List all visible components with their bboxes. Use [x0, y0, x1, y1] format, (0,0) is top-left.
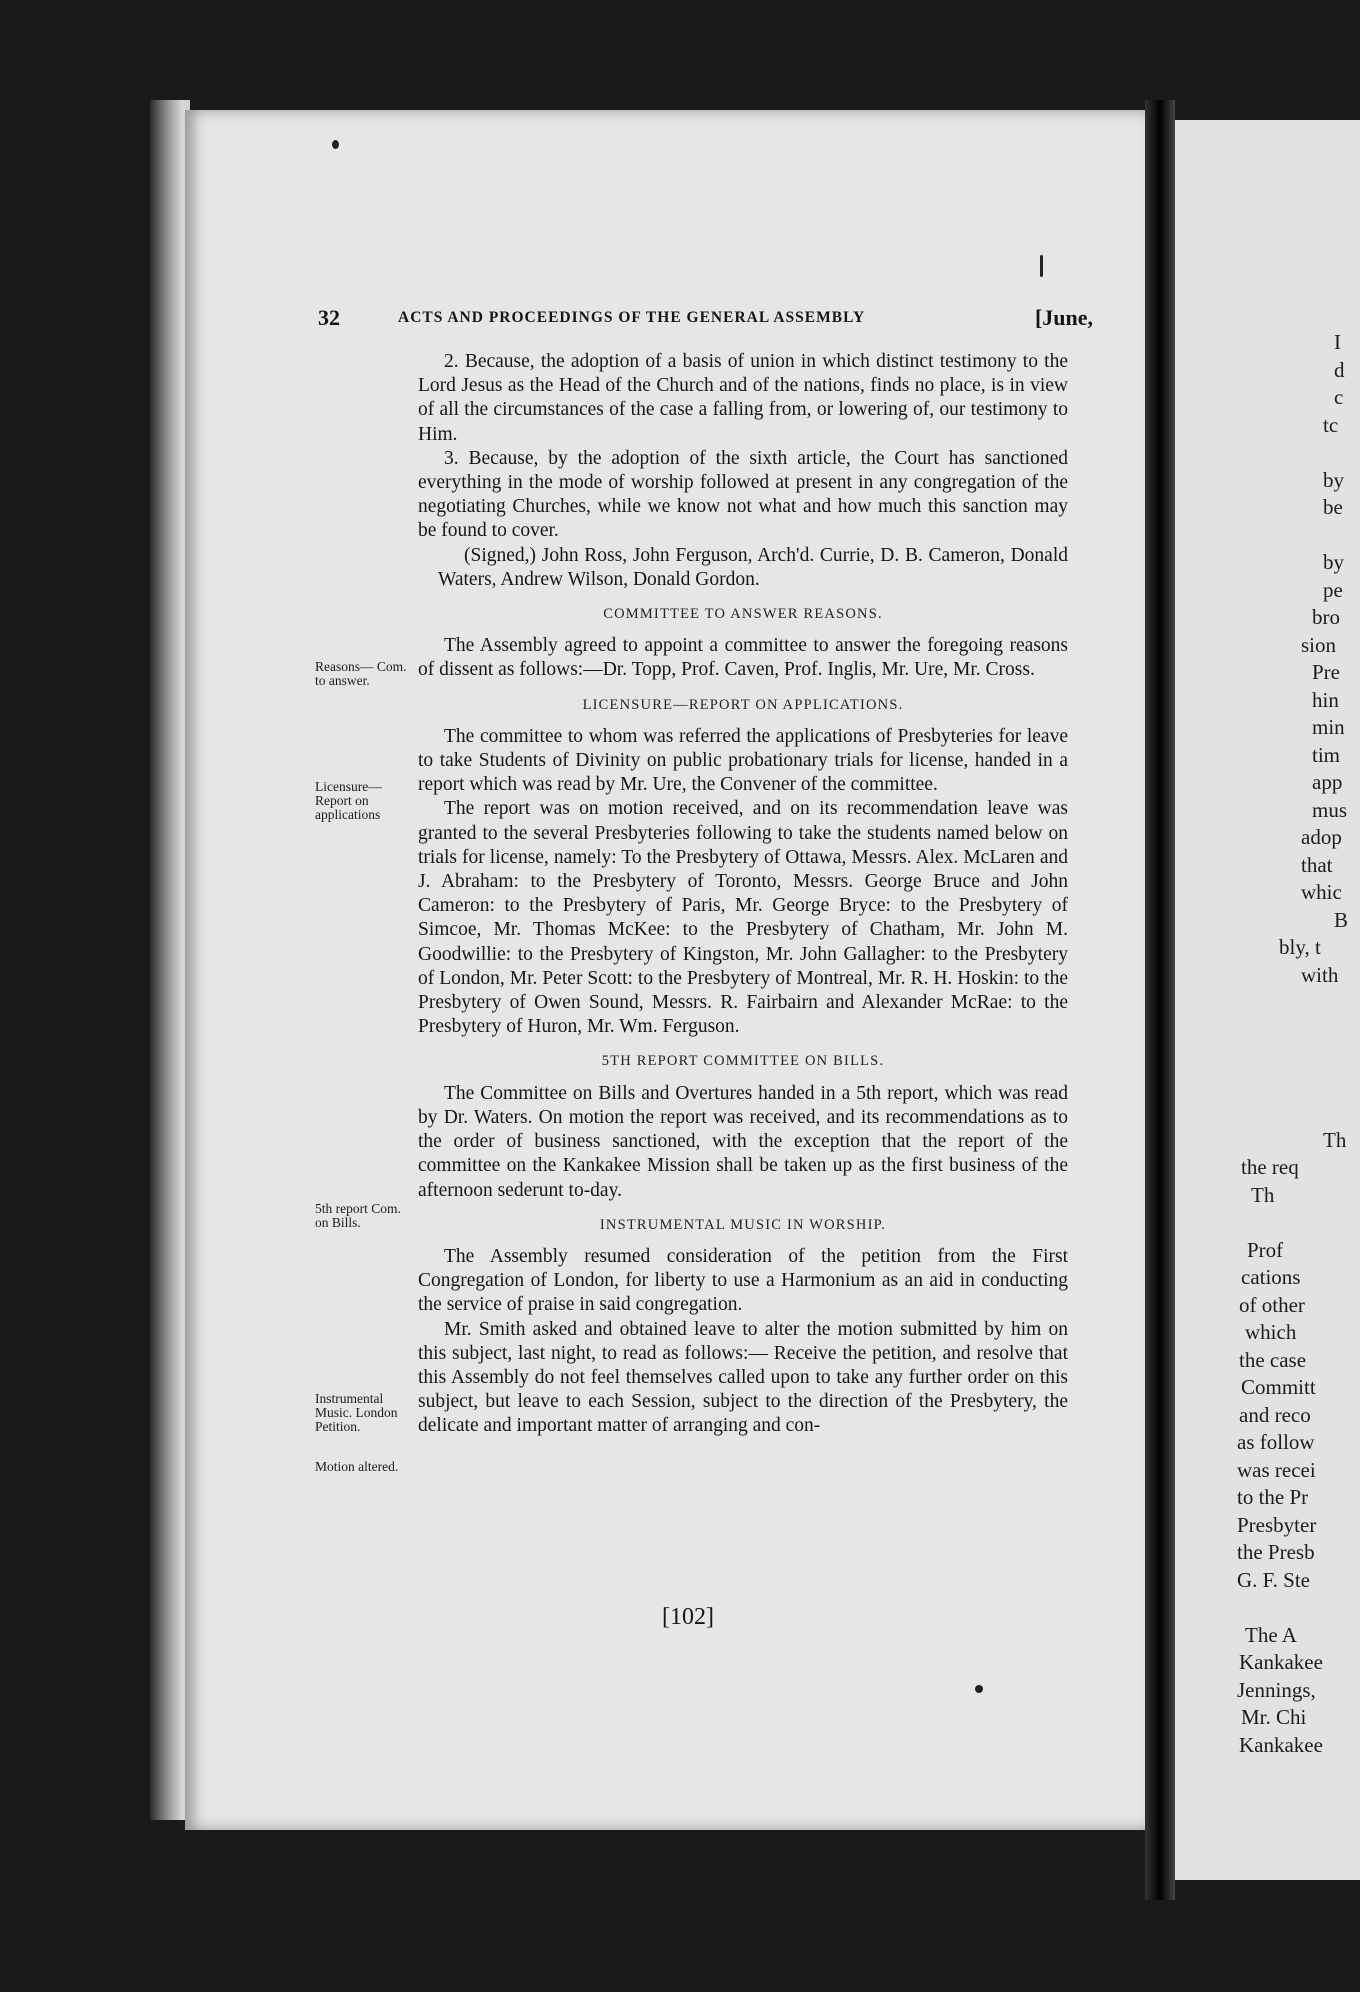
- facing-page-line: sion: [1301, 632, 1337, 657]
- facing-page-line: by: [1323, 467, 1344, 492]
- book-spine: [150, 100, 190, 1820]
- sidenote-reasons: Reasons— Com. to answer.: [315, 659, 407, 688]
- facing-page-line: Th: [1323, 1127, 1347, 1152]
- facing-page-line: cations: [1241, 1265, 1301, 1289]
- facing-page-line: tc: [1323, 412, 1339, 437]
- facing-page-line: the case: [1239, 1347, 1307, 1372]
- facing-page-line: as follow: [1237, 1430, 1315, 1454]
- facing-page-line: Mr. Chi: [1241, 1705, 1307, 1729]
- sidenote-licensure: Licensure— Report on applications: [315, 779, 382, 822]
- heading-licensure: LICENSURE—REPORT ON APPLICATIONS.: [582, 696, 904, 713]
- facing-page-line: whic: [1301, 880, 1342, 904]
- facing-page-line: and reco: [1239, 1402, 1311, 1427]
- paragraph-committee: The Assembly agreed to appoint a committee to answer the foregoing reasons of dissent as follows:—Dr. Topp, Prof. Caven, Prof. Inglis, Mr. Ure, Mr. Cross.: [418, 635, 1068, 681]
- paragraph-licensure-1: The committee to whom was referred the applications of Presbyteries for leave to take Students of Divinity on public probationary trials for license, handed in a report which was read by Mr. Ure, the Convener of the committee.: [418, 725, 1068, 796]
- paragraph-licensure-2: The report was on motion received, and on its recommendation leave was granted to the several Presbyteries following to take the students named below on trials for license, namely: To the Presbytery of Ottawa, Messrs. Alex. McLaren and J. Abraham: to the Presbytery of Toronto, Messrs. George Bruce and John Cameron: to the Presbytery of Paris, Mr. George Bryce: to the Presbytery of Simcoe, Mr. Thomas McKee: to the Presbytery of Chatham, Mr. John M. Goodwillie: to the Presbytery of Kingston, Mr. John Gallagher: to the Presbytery of London, Mr. Peter Scott: to the Presbytery of Montreal, Mr. R. H. Hoskin: to the Presbytery of Owen Sound, Messrs. R. Fairbairn and Alexander McRae: to the Presbytery of Huron, Mr. Wm. Ferguson.: [418, 798, 1068, 1038]
- facing-page-line: hin: [1312, 687, 1339, 712]
- ink-speck: [1040, 255, 1043, 277]
- page-number: 32: [318, 305, 340, 330]
- facing-page-line: app: [1312, 770, 1343, 794]
- facing-page-line: the Presb: [1237, 1540, 1315, 1564]
- heading-music: INSTRUMENTAL MUSIC IN WORSHIP.: [599, 1216, 887, 1233]
- facing-page-line: tim: [1312, 742, 1341, 767]
- paragraph-reason-2: 2. Because, the adoption of a basis of union in which distinct testimony to the Lord Jesus as the Head of the Church and of the nations, finds no place, is in view of all the circumstances of the case a falling from, or lowering of, our testimony to Him.: [418, 351, 1068, 445]
- facing-page-line: B: [1334, 907, 1349, 932]
- facing-page-line: The A: [1245, 1622, 1297, 1647]
- facing-page-line: c: [1334, 385, 1344, 409]
- facing-page-line: be: [1323, 495, 1343, 519]
- facing-page-line: Kankakee: [1239, 1650, 1323, 1674]
- facing-page-line: that: [1301, 852, 1333, 877]
- paragraph-reason-3: 3. Because, by the adoption of the sixth article, the Court has sanctioned everything in the mode of worship followed at present in any congregation of the negotiating Churches, while we know not what and how much this sanction may be found to cover.: [418, 447, 1068, 542]
- facing-page-line: with: [1301, 962, 1339, 987]
- signatories: (Signed,) John Ross, John Ferguson, Arch'd. Currie, D. B. Cameron, Donald Waters, Andrew Wilson, Donald Gordon.: [438, 544, 1068, 590]
- facing-page-line: Jennings,: [1237, 1677, 1316, 1702]
- sidenote-motion: Motion altered.: [315, 1459, 399, 1474]
- sidenote-music: Instrumental Music. London Petition.: [315, 1391, 398, 1434]
- paragraph-music-2: Mr. Smith asked and obtained leave to alter the motion submitted by him on this subject, last night, to read as follows:— Receive the petition, and resolve that this Assembly do not feel themselves called upon to take any further order on this subject, but leave to each Session, subject to the direction of the Presbytery, the delicate and important matter of arranging and con-: [418, 1318, 1068, 1437]
- running-month: [June,: [1034, 305, 1093, 330]
- facing-page-line: was recei: [1237, 1457, 1316, 1482]
- running-title: ACTS AND PROCEEDINGS OF THE GENERAL ASSEMBLY: [398, 309, 866, 326]
- heading-committee: COMMITTEE TO ANSWER REASONS.: [603, 606, 883, 623]
- sidenote-bills: 5th report Com. on Bills.: [315, 1201, 401, 1230]
- ink-speck: [332, 140, 339, 149]
- facing-page-line: to the Pr: [1237, 1485, 1309, 1509]
- facing-page-line: the req: [1241, 1155, 1299, 1179]
- facing-page-line: by: [1323, 550, 1344, 574]
- facing-page-line: bro: [1312, 605, 1340, 629]
- ink-speck: [975, 1685, 983, 1693]
- facing-page-line: Kankakee: [1239, 1732, 1323, 1757]
- paragraph-bills: The Committee on Bills and Overtures handed in a 5th report, which was read by Dr. Waters. On motion the report was received, and its recommendations as to the order of business sanctioned, with the exception that the report of the committee on the Kankakee Mission shall be taken up as the first business of the afternoon sederunt to-day.: [418, 1082, 1068, 1201]
- page-header: [318, 305, 1093, 335]
- facing-page-line: min: [1312, 715, 1345, 739]
- facing-page-line: Committ: [1241, 1375, 1316, 1399]
- facing-page-line: bly, t: [1279, 935, 1321, 959]
- facing-page-line: adop: [1301, 825, 1342, 849]
- facing-page-line: Pre: [1312, 660, 1340, 684]
- heading-bills: 5TH REPORT COMMITTEE ON BILLS.: [601, 1053, 885, 1070]
- main-text: [418, 350, 1068, 1439]
- facing-page-line: I: [1334, 330, 1341, 354]
- facing-page-line: mus: [1312, 797, 1348, 822]
- facing-page-line: Presbyter: [1237, 1512, 1317, 1537]
- facing-page-line: pe: [1323, 577, 1343, 602]
- facing-page-line: Th: [1251, 1182, 1275, 1207]
- folio-number: [102]: [662, 1604, 714, 1630]
- paragraph-music-1: The Assembly resumed consideration of the petition from the First Congregation of London, for liberty to use a Harmonium as an aid in conducting the service of praise in said congregation.: [418, 1245, 1068, 1316]
- facing-page: [1175, 120, 1360, 1880]
- facing-page-line: which: [1245, 1320, 1297, 1344]
- facing-page-line: G. F. Ste: [1237, 1567, 1310, 1592]
- facing-page-line: Prof: [1247, 1237, 1284, 1262]
- facing-page-line: of other: [1239, 1292, 1305, 1317]
- gutter-shadow: [1145, 100, 1175, 1900]
- facing-page-line: d: [1334, 357, 1345, 382]
